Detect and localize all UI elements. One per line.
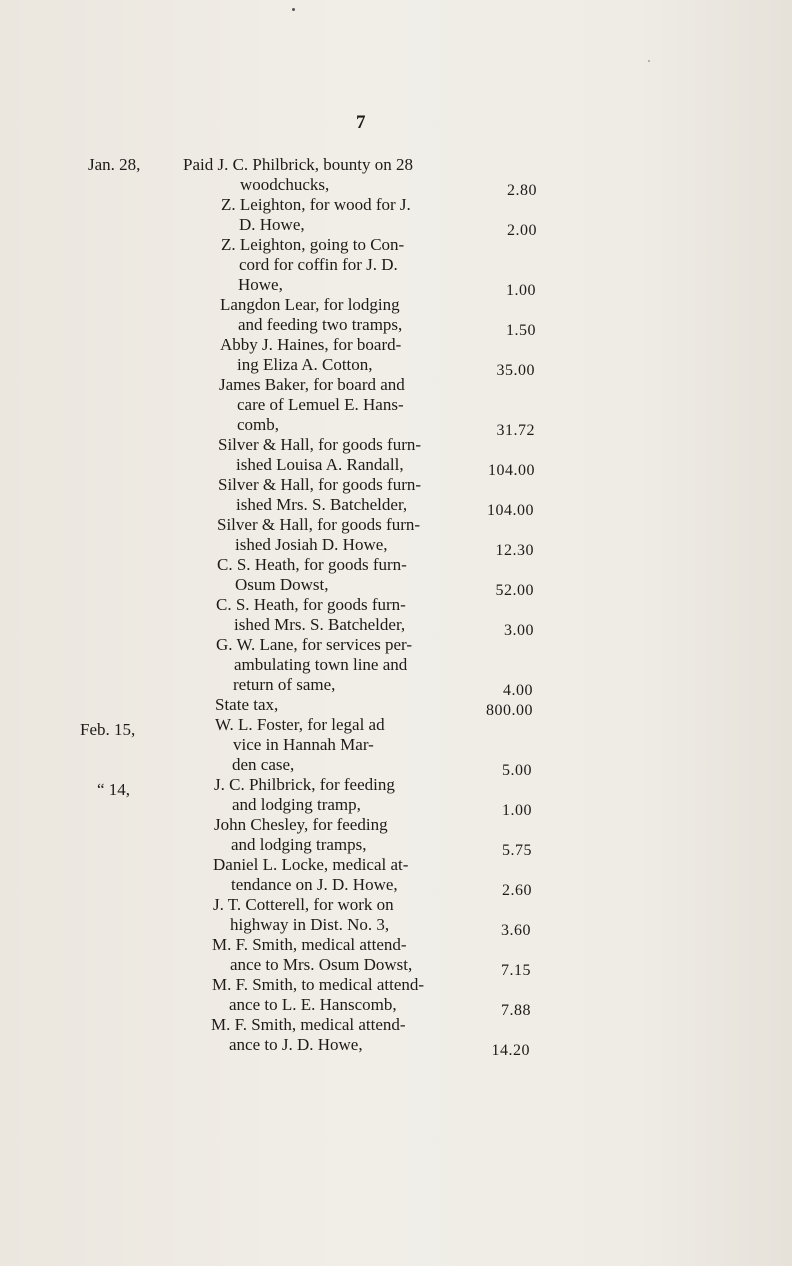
entry-date: “ 14,	[97, 780, 131, 799]
entry-text-line: ance to L. E. Hanscomb,	[229, 995, 397, 1014]
entry-text-line: highway in Dist. No. 3,	[230, 915, 390, 934]
entry-amount: 31.72	[496, 422, 535, 439]
entry-text-line: cord for coffin for J. D.	[239, 255, 398, 274]
entry-text-line: Z. Leighton, for wood for J.	[221, 195, 411, 214]
page-number: 7	[356, 112, 366, 133]
entry-text-line: Osum Dowst,	[235, 575, 329, 594]
entry-text-line: and lodging tramp,	[232, 795, 361, 814]
entry-text-line: D. Howe,	[239, 215, 305, 234]
entry-text-line: M. F. Smith, medical attend-	[211, 1015, 406, 1034]
entry-date: Feb. 15,	[80, 720, 136, 739]
entry-amount: 1.00	[502, 802, 532, 819]
entry-text-line: ance to Mrs. Osum Dowst,	[230, 955, 413, 974]
entry-amount: 5.00	[502, 762, 532, 779]
entry-text-line: C. S. Heath, for goods furn-	[217, 555, 407, 574]
entry-text-line: vice in Hannah Mar-	[233, 735, 374, 754]
entry-text-line: ished Mrs. S. Batchelder,	[236, 495, 408, 514]
entry-amount: 7.15	[501, 962, 531, 979]
entry-amount: 14.20	[491, 1042, 530, 1059]
entry-text-line: care of Lemuel E. Hans-	[237, 395, 404, 414]
entry-amount: 104.00	[488, 462, 535, 479]
entry-amount: 7.88	[501, 1002, 531, 1019]
entry-text-line: M. F. Smith, medical attend-	[212, 935, 407, 954]
entry-text-line: Paid J. C. Philbrick, bounty on 28	[183, 155, 413, 174]
entry-text-line: and lodging tramps,	[231, 835, 367, 854]
entry-text-line: James Baker, for board and	[219, 375, 405, 394]
entry-text-line: J. C. Philbrick, for feeding	[214, 775, 395, 794]
entry-text-line: tendance on J. D. Howe,	[231, 875, 398, 894]
entry-amount: 3.60	[501, 922, 531, 939]
entry-amount: 104.00	[487, 502, 534, 519]
entry-text-line: State tax,	[215, 695, 279, 714]
entry-text-line: John Chesley, for feeding	[214, 815, 388, 834]
entry-text-line: Daniel L. Locke, medical at-	[213, 855, 409, 874]
entry-text-line: J. T. Cotterell, for work on	[213, 895, 394, 914]
entry-amount: 12.30	[495, 542, 534, 559]
entry-text-line: ing Eliza A. Cotton,	[237, 355, 373, 374]
entry-amount: 800.00	[486, 702, 533, 719]
entry-text-line: return of same,	[233, 675, 336, 694]
entry-amount: 35.00	[496, 362, 535, 379]
entry-text-line: Silver & Hall, for goods furn-	[218, 435, 422, 454]
entry-text-line: ished Josiah D. Howe,	[235, 535, 388, 554]
entry-text-line: M. F. Smith, to medical attend-	[212, 975, 425, 994]
entry-text-line: woodchucks,	[240, 175, 330, 194]
ink-speck	[648, 60, 650, 62]
entry-amount: 5.75	[502, 842, 532, 859]
entry-text-line: ished Mrs. S. Batchelder,	[234, 615, 406, 634]
entry-amount: 1.00	[506, 282, 536, 299]
entry-text-line: Silver & Hall, for goods furn-	[217, 515, 421, 534]
entry-text-line: den case,	[232, 755, 295, 774]
entry-amount: 3.00	[504, 622, 534, 639]
entry-amount: 52.00	[495, 582, 534, 599]
entry-amount: 4.00	[503, 682, 533, 699]
entry-text-line: ambulating town line and	[234, 655, 408, 674]
entry-text-line: C. S. Heath, for goods furn-	[216, 595, 406, 614]
entry-text-line: W. L. Foster, for legal ad	[215, 715, 385, 734]
entry-text-line: Silver & Hall, for goods furn-	[218, 475, 422, 494]
entry-text-line: ance to J. D. Howe,	[229, 1035, 363, 1054]
entry-text-line: Langdon Lear, for lodging	[220, 295, 400, 314]
entry-amount: 2.60	[502, 882, 532, 899]
entry-date: Jan. 28,	[88, 155, 141, 174]
ink-speck	[292, 8, 295, 11]
entry-text-line: G. W. Lane, for services per-	[216, 635, 413, 654]
entry-text-line: Z. Leighton, going to Con-	[221, 235, 405, 254]
entry-amount: 2.00	[507, 222, 537, 239]
entry-text-line: Howe,	[238, 275, 283, 294]
entry-amount: 1.50	[506, 322, 536, 339]
entry-amount: 2.80	[507, 182, 537, 199]
entry-text-line: Abby J. Haines, for board-	[220, 335, 402, 354]
entry-text-line: ished Louisa A. Randall,	[236, 455, 404, 474]
entry-text-line: and feeding two tramps,	[238, 315, 403, 334]
entry-text-line: comb,	[237, 415, 280, 434]
